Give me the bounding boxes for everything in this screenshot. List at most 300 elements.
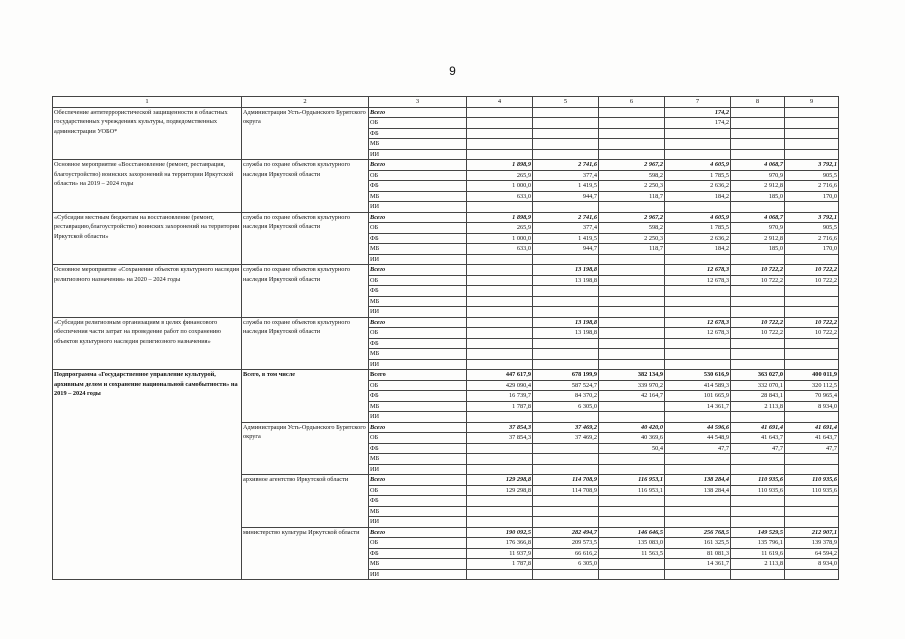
amount-cell <box>533 464 599 475</box>
amount-cell: 212 907,1 <box>785 527 839 538</box>
amount-cell: 184,2 <box>665 244 731 255</box>
amount-cell <box>599 286 665 297</box>
executor-name: министерство культуры Иркутской области <box>242 527 369 580</box>
amount-cell: 447 617,9 <box>467 370 533 381</box>
amount-cell: 377,4 <box>533 223 599 234</box>
amount-cell: 377,4 <box>533 170 599 181</box>
executor-name: Администрация Усть-Ордынского Бурятского округа <box>242 422 369 475</box>
funding-source: Всего <box>369 317 467 328</box>
column-header: 2 <box>242 97 369 108</box>
table-row <box>53 317 839 328</box>
amount-cell: 2 912,8 <box>731 181 785 192</box>
amount-cell <box>599 412 665 423</box>
program-name: Обеспечение антитеррористической защищенности в областных государственных учреждениях культуры, подведомственных администрации УОБО* <box>53 107 242 160</box>
amount-cell <box>533 254 599 265</box>
amount-cell <box>599 275 665 286</box>
amount-cell <box>785 517 839 528</box>
amount-cell <box>533 569 599 580</box>
amount-cell: 116 953,1 <box>599 475 665 486</box>
amount-cell: 6 305,0 <box>533 559 599 570</box>
amount-cell: 2 967,2 <box>599 160 665 171</box>
funding-source: ФБ <box>369 286 467 297</box>
amount-cell: 1 419,5 <box>533 181 599 192</box>
amount-cell: 161 325,5 <box>665 538 731 549</box>
funding-source: МБ <box>369 191 467 202</box>
amount-cell: 587 524,7 <box>533 380 599 391</box>
funding-source: Всего <box>369 212 467 223</box>
amount-cell <box>533 506 599 517</box>
amount-cell: 8 934,0 <box>785 559 839 570</box>
amount-cell: 12 678,3 <box>665 328 731 339</box>
program-name: Основное мероприятие «Сохранение объектов культурного наследия религиозного назначения» на 2020 – 2024 годы <box>53 265 242 318</box>
funding-source: ИИ <box>369 412 467 423</box>
amount-cell <box>467 517 533 528</box>
amount-cell: 16 739,7 <box>467 391 533 402</box>
amount-cell: 139 378,9 <box>785 538 839 549</box>
amount-cell <box>599 107 665 118</box>
amount-cell <box>599 454 665 465</box>
amount-cell <box>467 412 533 423</box>
amount-cell: 13 198,8 <box>533 275 599 286</box>
amount-cell: 1 785,5 <box>665 170 731 181</box>
amount-cell: 970,9 <box>731 170 785 181</box>
table-row <box>53 160 839 171</box>
amount-cell: 185,0 <box>731 191 785 202</box>
funding-source: Всего <box>369 160 467 171</box>
amount-cell <box>467 275 533 286</box>
amount-cell: 598,2 <box>599 170 665 181</box>
amount-cell: 10 722,2 <box>731 265 785 276</box>
amount-cell: 1 787,8 <box>467 401 533 412</box>
table-row <box>53 370 839 381</box>
amount-cell <box>785 454 839 465</box>
amount-cell <box>467 265 533 276</box>
amount-cell: 530 616,9 <box>665 370 731 381</box>
amount-cell: 174,2 <box>665 107 731 118</box>
executor-name: служба по охране объектов культурного наследия Иркутской области <box>242 265 369 318</box>
amount-cell: 905,5 <box>785 223 839 234</box>
amount-cell <box>533 359 599 370</box>
amount-cell: 146 646,5 <box>599 527 665 538</box>
amount-cell <box>467 506 533 517</box>
amount-cell <box>533 338 599 349</box>
funding-source: Всего <box>369 527 467 538</box>
amount-cell <box>533 517 599 528</box>
funding-source: ИИ <box>369 202 467 213</box>
amount-cell: 2 716,6 <box>785 233 839 244</box>
funding-source: ИИ <box>369 149 467 160</box>
amount-cell: 6 305,0 <box>533 401 599 412</box>
amount-cell: 11 937,9 <box>467 548 533 559</box>
amount-cell <box>599 202 665 213</box>
funding-source: Всего <box>369 107 467 118</box>
amount-cell <box>533 412 599 423</box>
amount-cell: 66 616,2 <box>533 548 599 559</box>
amount-cell <box>599 296 665 307</box>
amount-cell: 256 768,5 <box>665 527 731 538</box>
amount-cell: 4 605,9 <box>665 212 731 223</box>
amount-cell <box>599 517 665 528</box>
amount-cell <box>785 506 839 517</box>
amount-cell: 8 934,0 <box>785 401 839 412</box>
amount-cell <box>785 296 839 307</box>
amount-cell <box>785 149 839 160</box>
amount-cell <box>467 254 533 265</box>
amount-cell <box>533 443 599 454</box>
amount-cell <box>731 359 785 370</box>
amount-cell <box>599 506 665 517</box>
column-header: 1 <box>53 97 242 108</box>
amount-cell: 37 854,3 <box>467 422 533 433</box>
amount-cell <box>599 559 665 570</box>
amount-cell <box>731 296 785 307</box>
amount-cell: 47,7 <box>731 443 785 454</box>
amount-cell <box>467 359 533 370</box>
table-row <box>53 265 839 276</box>
amount-cell <box>467 128 533 139</box>
amount-cell <box>785 128 839 139</box>
amount-cell: 1 785,5 <box>665 223 731 234</box>
amount-cell <box>467 286 533 297</box>
amount-cell: 14 361,7 <box>665 559 731 570</box>
amount-cell <box>731 254 785 265</box>
amount-cell: 41 691,4 <box>731 422 785 433</box>
amount-cell <box>785 107 839 118</box>
amount-cell <box>533 149 599 160</box>
program-name: Основное мероприятие «Восстановление (ремонт, реставрация, благоустройство) воинских захоронений на территории Иркутской области» на 2019 – 2024 годы <box>53 160 242 213</box>
amount-cell <box>731 464 785 475</box>
amount-cell <box>731 139 785 150</box>
amount-cell <box>665 296 731 307</box>
amount-cell <box>785 569 839 580</box>
amount-cell: 41 643,7 <box>731 433 785 444</box>
funding-source: ИИ <box>369 569 467 580</box>
amount-cell: 110 935,6 <box>731 485 785 496</box>
amount-cell: 41 643,7 <box>785 433 839 444</box>
amount-cell <box>731 412 785 423</box>
amount-cell: 114 708,9 <box>533 475 599 486</box>
amount-cell: 110 935,6 <box>785 485 839 496</box>
amount-cell <box>785 359 839 370</box>
funding-source: ОБ <box>369 118 467 129</box>
funding-source: МБ <box>369 296 467 307</box>
amount-cell: 10 722,2 <box>731 275 785 286</box>
amount-cell: 2 741,6 <box>533 212 599 223</box>
amount-cell <box>533 202 599 213</box>
amount-cell: 382 134,9 <box>599 370 665 381</box>
funding-source: ИИ <box>369 254 467 265</box>
amount-cell: 1 898,9 <box>467 160 533 171</box>
amount-cell <box>785 349 839 360</box>
amount-cell: 400 011,9 <box>785 370 839 381</box>
amount-cell: 114 708,9 <box>533 485 599 496</box>
amount-cell: 944,7 <box>533 191 599 202</box>
funding-source: МБ <box>369 139 467 150</box>
amount-cell <box>731 338 785 349</box>
amount-cell: 12 678,3 <box>665 275 731 286</box>
amount-cell: 3 792,1 <box>785 212 839 223</box>
program-name: «Субсидии религиозным организациям в целях финансового обеспечения части затрат на проведение работ по сохранению объектов культурного наследия религиозного назначения» <box>53 317 242 370</box>
amount-cell <box>467 454 533 465</box>
amount-cell <box>731 569 785 580</box>
amount-cell <box>731 454 785 465</box>
amount-cell: 110 935,6 <box>785 475 839 486</box>
amount-cell: 135 083,0 <box>599 538 665 549</box>
amount-cell: 14 361,7 <box>665 401 731 412</box>
amount-cell <box>665 349 731 360</box>
amount-cell: 13 198,8 <box>533 317 599 328</box>
amount-cell: 37 469,2 <box>533 422 599 433</box>
amount-cell <box>467 338 533 349</box>
amount-cell <box>599 265 665 276</box>
funding-source: ФБ <box>369 181 467 192</box>
amount-cell <box>731 307 785 318</box>
funding-source: Всего <box>369 475 467 486</box>
amount-cell: 678 199,9 <box>533 370 599 381</box>
amount-cell: 2 636,2 <box>665 181 731 192</box>
amount-cell <box>533 118 599 129</box>
amount-cell: 10 722,2 <box>731 328 785 339</box>
funding-source: Всего <box>369 422 467 433</box>
amount-cell <box>599 149 665 160</box>
amount-cell: 363 027,0 <box>731 370 785 381</box>
amount-cell <box>731 506 785 517</box>
funding-source: МБ <box>369 454 467 465</box>
amount-cell <box>599 328 665 339</box>
funding-source: МБ <box>369 559 467 570</box>
amount-cell: 209 573,5 <box>533 538 599 549</box>
amount-cell: 970,9 <box>731 223 785 234</box>
executor-name: служба по охране объектов культурного наследия Иркутской области <box>242 160 369 213</box>
column-header-row <box>53 97 839 108</box>
amount-cell: 170,0 <box>785 191 839 202</box>
amount-cell <box>467 496 533 507</box>
amount-cell <box>599 338 665 349</box>
amount-cell <box>731 496 785 507</box>
amount-cell: 170,0 <box>785 244 839 255</box>
amount-cell: 84 370,2 <box>533 391 599 402</box>
amount-cell <box>785 338 839 349</box>
amount-cell <box>665 286 731 297</box>
amount-cell: 40 420,0 <box>599 422 665 433</box>
amount-cell: 116 953,1 <box>599 485 665 496</box>
amount-cell <box>665 506 731 517</box>
funding-source: ОБ <box>369 538 467 549</box>
amount-cell <box>467 307 533 318</box>
page-number: 9 <box>449 64 456 78</box>
column-header: 4 <box>467 97 533 108</box>
amount-cell: 1 000,0 <box>467 233 533 244</box>
amount-cell: 185,0 <box>731 244 785 255</box>
amount-cell: 4 068,7 <box>731 212 785 223</box>
amount-cell <box>665 569 731 580</box>
amount-cell: 42 164,7 <box>599 391 665 402</box>
amount-cell: 11 563,5 <box>599 548 665 559</box>
amount-cell <box>533 107 599 118</box>
amount-cell: 44 548,9 <box>665 433 731 444</box>
amount-cell <box>599 464 665 475</box>
funding-source: ФБ <box>369 338 467 349</box>
amount-cell: 10 722,2 <box>731 317 785 328</box>
amount-cell <box>467 118 533 129</box>
funding-source: ОБ <box>369 380 467 391</box>
funding-source: ИИ <box>369 307 467 318</box>
amount-cell: 41 691,4 <box>785 422 839 433</box>
amount-cell: 129 298,8 <box>467 485 533 496</box>
funding-source: ОБ <box>369 223 467 234</box>
funding-source: МБ <box>369 506 467 517</box>
amount-cell: 47,7 <box>785 443 839 454</box>
amount-cell: 339 970,2 <box>599 380 665 391</box>
amount-cell: 10 722,2 <box>785 317 839 328</box>
amount-cell: 414 589,3 <box>665 380 731 391</box>
amount-cell <box>785 254 839 265</box>
table-row <box>53 212 839 223</box>
amount-cell <box>533 307 599 318</box>
amount-cell: 101 665,9 <box>665 391 731 402</box>
funding-source: Всего <box>369 370 467 381</box>
amount-cell <box>731 286 785 297</box>
amount-cell: 40 369,6 <box>599 433 665 444</box>
amount-cell: 129 298,8 <box>467 475 533 486</box>
amount-cell <box>731 149 785 160</box>
amount-cell <box>599 349 665 360</box>
amount-cell: 110 935,6 <box>731 475 785 486</box>
funding-source: ФБ <box>369 443 467 454</box>
executor-name: Всего, в том числе <box>242 370 369 423</box>
amount-cell: 190 092,5 <box>467 527 533 538</box>
amount-cell <box>467 149 533 160</box>
amount-cell: 10 722,2 <box>785 328 839 339</box>
amount-cell <box>785 286 839 297</box>
amount-cell: 50,4 <box>599 443 665 454</box>
amount-cell: 11 619,6 <box>731 548 785 559</box>
funding-source: ФБ <box>369 128 467 139</box>
amount-cell <box>599 569 665 580</box>
amount-cell <box>467 464 533 475</box>
amount-cell: 44 596,6 <box>665 422 731 433</box>
amount-cell <box>665 359 731 370</box>
amount-cell <box>665 254 731 265</box>
amount-cell: 37 854,3 <box>467 433 533 444</box>
amount-cell: 135 796,1 <box>731 538 785 549</box>
amount-cell: 2 113,8 <box>731 559 785 570</box>
amount-cell: 429 090,4 <box>467 380 533 391</box>
amount-cell <box>533 296 599 307</box>
column-header: 3 <box>369 97 467 108</box>
amount-cell <box>599 118 665 129</box>
amount-cell <box>599 254 665 265</box>
amount-cell: 138 284,4 <box>665 475 731 486</box>
amount-cell <box>731 517 785 528</box>
executor-name: служба по охране объектов культурного наследия Иркутской области <box>242 317 369 370</box>
amount-cell: 3 792,1 <box>785 160 839 171</box>
amount-cell <box>599 496 665 507</box>
amount-cell <box>467 296 533 307</box>
amount-cell <box>467 202 533 213</box>
amount-cell <box>665 307 731 318</box>
amount-cell <box>785 118 839 129</box>
amount-cell <box>731 128 785 139</box>
amount-cell: 2 636,2 <box>665 233 731 244</box>
amount-cell: 13 198,8 <box>533 328 599 339</box>
funding-source: МБ <box>369 349 467 360</box>
amount-cell <box>533 286 599 297</box>
funding-source: ФБ <box>369 233 467 244</box>
funding-source: ИИ <box>369 464 467 475</box>
amount-cell <box>665 496 731 507</box>
funding-source: ИИ <box>369 517 467 528</box>
amount-cell <box>533 139 599 150</box>
table-row <box>53 107 839 118</box>
amount-cell <box>599 401 665 412</box>
amount-cell <box>785 412 839 423</box>
executor-name: Администрация Усть-Ордынского Бурятского округа <box>242 107 369 160</box>
amount-cell: 70 965,4 <box>785 391 839 402</box>
amount-cell: 118,7 <box>599 191 665 202</box>
funding-source: ОБ <box>369 485 467 496</box>
amount-cell: 2 912,8 <box>731 233 785 244</box>
amount-cell: 4 605,9 <box>665 160 731 171</box>
amount-cell: 905,5 <box>785 170 839 181</box>
amount-cell: 2 113,8 <box>731 401 785 412</box>
amount-cell: 138 284,4 <box>665 485 731 496</box>
amount-cell <box>731 107 785 118</box>
amount-cell: 944,7 <box>533 244 599 255</box>
amount-cell <box>785 202 839 213</box>
amount-cell: 184,2 <box>665 191 731 202</box>
amount-cell <box>665 338 731 349</box>
amount-cell <box>599 139 665 150</box>
budget-table <box>52 96 839 580</box>
column-header: 9 <box>785 97 839 108</box>
funding-source: ФБ <box>369 548 467 559</box>
amount-cell <box>467 107 533 118</box>
column-header: 6 <box>599 97 665 108</box>
amount-cell <box>665 149 731 160</box>
program-name: «Субсидии местным бюджетам на восстановление (ремонт, реставрацию,благоустройство) воинских захоронений на территории Иркутской области» <box>53 212 242 265</box>
funding-source: ОБ <box>369 275 467 286</box>
funding-source: ФБ <box>369 391 467 402</box>
amount-cell <box>599 128 665 139</box>
amount-cell <box>599 359 665 370</box>
amount-cell <box>599 307 665 318</box>
amount-cell: 265,9 <box>467 170 533 181</box>
amount-cell <box>599 317 665 328</box>
executor-name: архивное агентство Иркутской области <box>242 475 369 528</box>
amount-cell: 598,2 <box>599 223 665 234</box>
amount-cell <box>665 454 731 465</box>
amount-cell: 10 722,2 <box>785 275 839 286</box>
amount-cell: 320 112,5 <box>785 380 839 391</box>
amount-cell: 2 741,6 <box>533 160 599 171</box>
amount-cell <box>467 443 533 454</box>
program-name: Подпрограмма «Государственное управление культурой, архивным делом и сохранение национальной самобытности» на 2019 – 2024 годы <box>53 370 242 580</box>
amount-cell <box>785 139 839 150</box>
amount-cell: 47,7 <box>665 443 731 454</box>
amount-cell: 12 678,3 <box>665 317 731 328</box>
amount-cell: 1 000,0 <box>467 181 533 192</box>
amount-cell: 2 967,2 <box>599 212 665 223</box>
amount-cell: 1 419,5 <box>533 233 599 244</box>
amount-cell: 149 529,5 <box>731 527 785 538</box>
funding-source: Всего <box>369 265 467 276</box>
amount-cell <box>467 328 533 339</box>
amount-cell: 2 250,3 <box>599 181 665 192</box>
funding-source: ОБ <box>369 170 467 181</box>
amount-cell <box>467 569 533 580</box>
amount-cell: 10 722,2 <box>785 265 839 276</box>
